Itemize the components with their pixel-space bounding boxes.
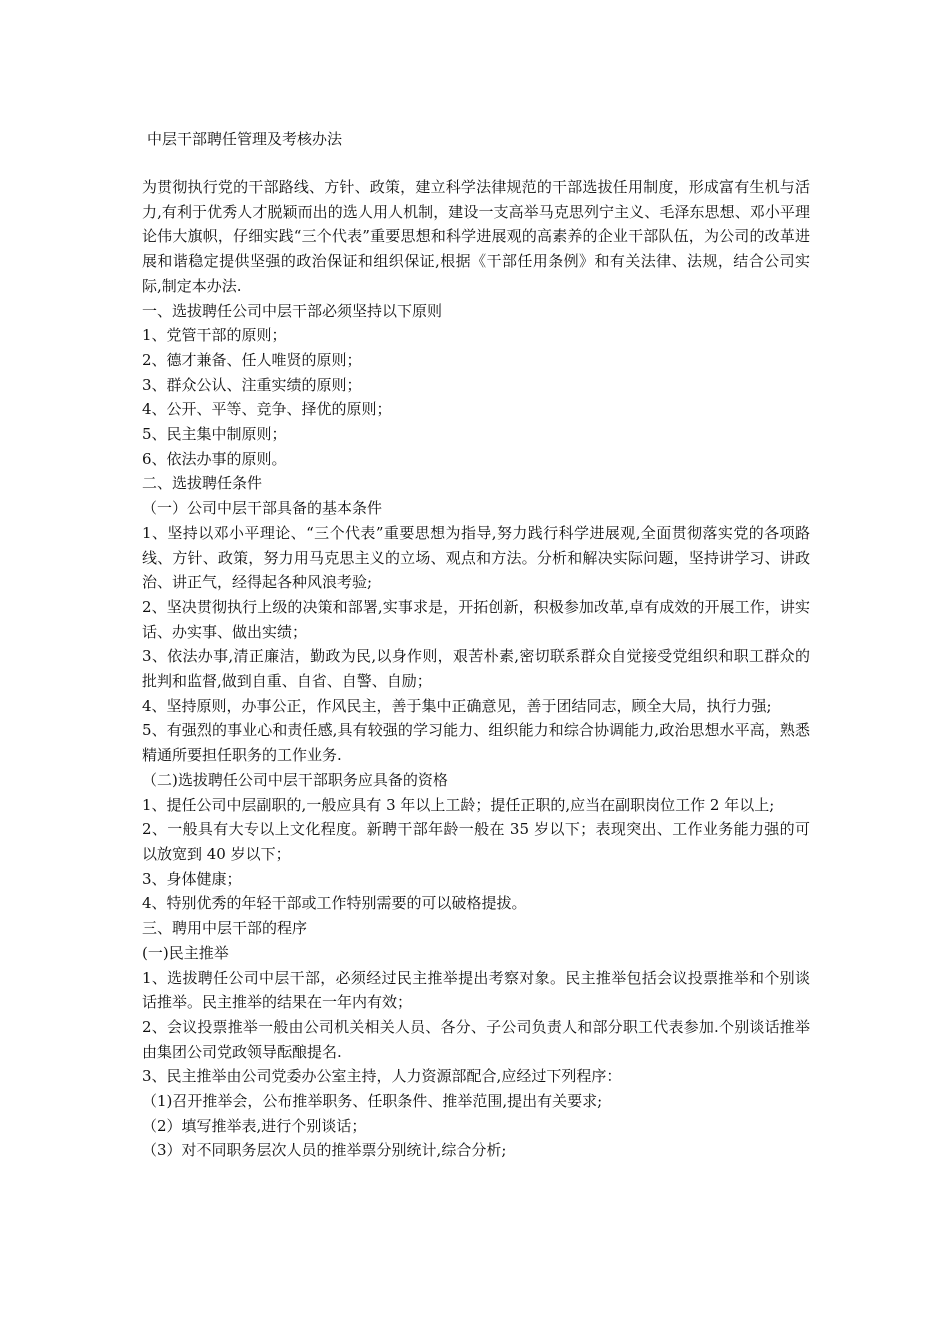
list-item: 1、提任公司中层副职的,一般应具有 3 年以上工龄；提任正职的,应当在副职岗位工作 2 年以上; [142, 795, 775, 814]
section-heading: 一、选拔聘任公司中层干部必须坚持以下原则 [142, 301, 443, 320]
list-item: 2、德才兼备、任人唯贤的原则； [142, 350, 362, 369]
section-heading: 三、聘用中层干部的程序 [142, 919, 308, 938]
subsection-heading: (一)民主推举 [142, 943, 229, 962]
list-item: 3、民主推举由公司党委办公室主持，人力资源部配合,应经过下列程序： [142, 1067, 622, 1086]
list-item: 1、党管干部的原则； [142, 326, 287, 345]
sub-list-item: （2）填写推举表,进行个别谈话； [142, 1116, 367, 1135]
list-item: 6、依法办事的原则。 [142, 449, 287, 468]
list-item: 4、坚持原则，办事公正，作风民主，善于集中正确意见，善于团结同志，顾全大局，执行力强; [142, 696, 772, 715]
list-item: 3、身体健康； [142, 869, 242, 888]
list-item: 2、一般具有大专以上文化程度。新聘干部年龄一般在 35 岁以下；表现突出、工作业务能力强的可以放宽到 40 岁以下； [142, 820, 810, 863]
list-item: 2、会议投票推举一般由公司机关相关人员、各分、子公司负责人和部分职工代表参加.个别谈话推举由集团公司党政领导酝酿提名. [142, 1017, 810, 1061]
list-item: 5、有强烈的事业心和责任感,具有较强的学习能力、组织能力和综合协调能力,政治思想水平高，熟悉精通所要担任职务的工作业务. [142, 721, 810, 765]
list-item: 3、群众公认、注重实绩的原则； [142, 375, 362, 394]
list-item: 4、公开、平等、竞争、择优的原则； [142, 400, 392, 419]
list-item: 2、坚决贯彻执行上级的决策和部署,实事求是，开拓创新，积极参加改革,卓有成效的开展工作，讲实话、办实事、做出实绩； [142, 597, 810, 641]
sub-list-item: （3）对不同职务层次人员的推举票分别统计,综合分析; [142, 1141, 507, 1160]
section-heading: 二、选拔聘任条件 [142, 474, 263, 493]
document-body [142, 175, 810, 1163]
document-title: 中层干部聘任管理及考核办法 [147, 130, 343, 148]
list-item: 1、坚持以邓小平理论、“三个代表”重要思想为指导,努力践行科学进展观,全面贯彻落实党的各项路线、方针、政策，努力用马克思主义的立场、观点和方法。分析和解决实际问题，坚持讲学习、讲政治、讲正气，经得起各种风浪考验; [142, 523, 810, 592]
list-item: 4、特别优秀的年轻干部或工作特别需要的可以破格提拔。 [142, 894, 527, 913]
list-item: 5、民主集中制原则； [142, 425, 287, 444]
subsection-heading: （一）公司中层干部具备的基本条件 [142, 499, 383, 518]
subsection-heading: （二)选拔聘任公司中层干部职务应具备的资格 [142, 770, 448, 789]
paragraph-preamble: 为贯彻执行党的干部路线、方针、政策，建立科学法律规范的干部选拔任用制度，形成富有生机与活力,有利于优秀人才脱颖而出的选人用人机制，建设一支高举马克思列宁主义、毛泽东思想、邓小平理论伟大旗帜，仔细实践“三个代表”重要思想和科学进展观的高素养的企业干部队伍，为公司的改革进展和谐稳定提供坚强的政治保证和组织保证,根据《干部任用条例》和有关法律、法规，结合公司实际,制定本办法. [142, 178, 810, 295]
list-item: 1、选拔聘任公司中层干部，必须经过民主推举提出考察对象。民主推举包括会议投票推举和个别谈话推举。民主推举的结果在一年内有效； [142, 968, 810, 1012]
list-item: 3、依法办事,清正廉洁，勤政为民,以身作则，艰苦朴素,密切联系群众自觉接受党组织和职工群众的批判和监督,做到自重、自省、自警、自励； [142, 647, 810, 691]
sub-list-item: （1)召开推举会，公布推举职务、任职条件、推举范围,提出有关要求; [142, 1092, 603, 1111]
